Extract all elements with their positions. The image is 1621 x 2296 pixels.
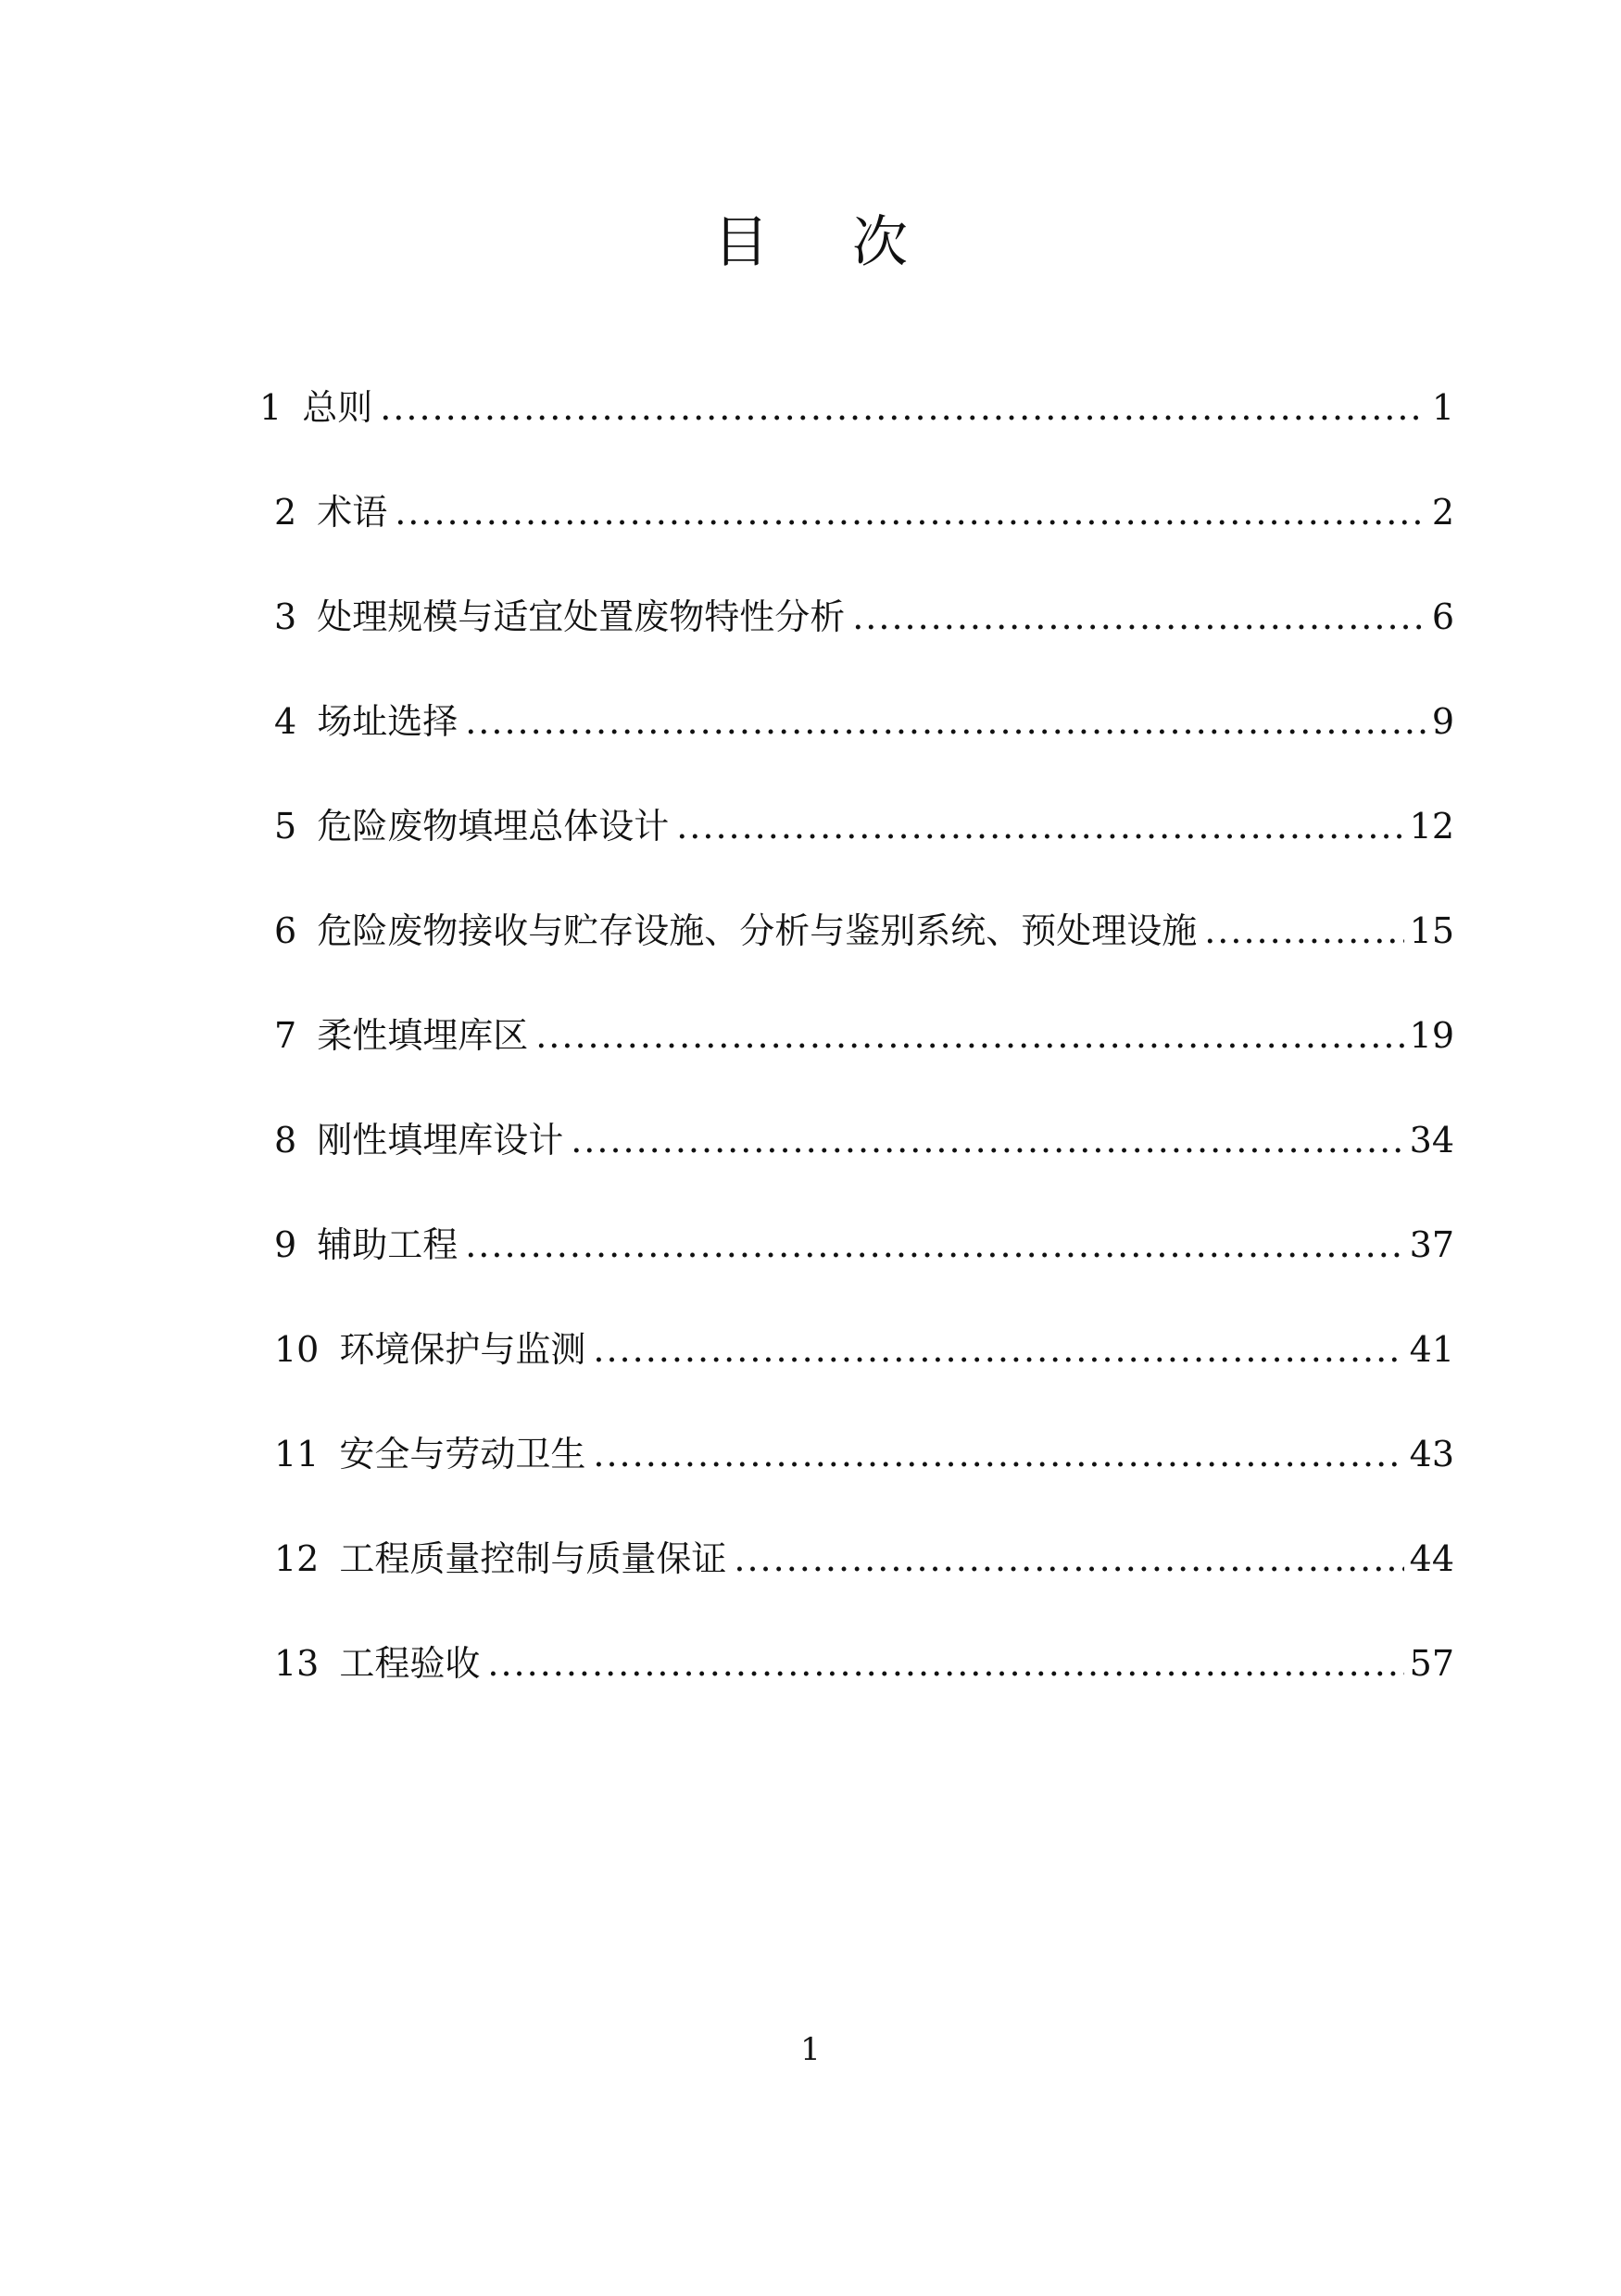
toc-label: 环境保护与监测 bbox=[339, 1329, 586, 1370]
toc-page-number: 43 bbox=[1409, 1434, 1454, 1474]
toc-entry-10[interactable] bbox=[259, 1322, 1454, 1377]
toc-number: 1 bbox=[259, 387, 283, 428]
toc-leader bbox=[571, 1112, 1403, 1168]
title-char-2: 次 bbox=[852, 210, 908, 275]
page-title bbox=[0, 206, 1621, 280]
toc-page-number: 57 bbox=[1409, 1643, 1454, 1684]
toc-page-number: 6 bbox=[1431, 596, 1454, 637]
toc-leader bbox=[852, 589, 1426, 645]
toc-number: 13 bbox=[274, 1643, 320, 1684]
footer-page-number: 1 bbox=[800, 2031, 821, 2068]
toc-leader bbox=[380, 380, 1426, 435]
toc-leader bbox=[465, 694, 1426, 749]
toc-number: 5 bbox=[274, 806, 297, 847]
toc-leader bbox=[487, 1636, 1403, 1691]
toc-entry-3[interactable] bbox=[259, 589, 1454, 645]
toc-page-number: 19 bbox=[1409, 1015, 1454, 1056]
toc-leader bbox=[593, 1426, 1403, 1482]
toc-number: 6 bbox=[274, 910, 297, 951]
toc-label: 工程验收 bbox=[339, 1643, 481, 1684]
toc-number: 11 bbox=[274, 1434, 320, 1474]
toc-number: 7 bbox=[274, 1015, 297, 1056]
toc-leader bbox=[593, 1322, 1403, 1377]
toc-label: 柔性填埋库区 bbox=[317, 1015, 529, 1056]
toc-entry-7[interactable] bbox=[259, 1008, 1454, 1063]
toc-entry-8[interactable] bbox=[259, 1112, 1454, 1168]
toc-number: 4 bbox=[274, 701, 297, 742]
toc-leader bbox=[395, 484, 1426, 540]
toc-entry-9[interactable] bbox=[259, 1217, 1454, 1273]
toc-entry-6[interactable] bbox=[259, 903, 1454, 959]
toc-number: 8 bbox=[274, 1120, 297, 1161]
toc-entry-11[interactable] bbox=[259, 1426, 1454, 1482]
toc-number: 12 bbox=[274, 1538, 320, 1579]
toc-number: 10 bbox=[274, 1329, 320, 1370]
toc-page-number: 1 bbox=[1431, 387, 1454, 428]
toc-label: 安全与劳动卫生 bbox=[339, 1434, 586, 1474]
toc-entry-5[interactable] bbox=[259, 798, 1454, 854]
toc-number: 9 bbox=[274, 1224, 297, 1265]
toc-page-number: 34 bbox=[1409, 1120, 1454, 1161]
toc-entry-1[interactable] bbox=[259, 380, 1454, 435]
toc-label: 总则 bbox=[302, 387, 373, 428]
toc-entry-4[interactable] bbox=[259, 694, 1454, 749]
toc-label: 辅助工程 bbox=[317, 1224, 459, 1265]
toc-page-number: 41 bbox=[1409, 1329, 1454, 1370]
toc-label: 刚性填埋库设计 bbox=[317, 1120, 564, 1161]
toc-number: 3 bbox=[274, 596, 297, 637]
toc-leader bbox=[465, 1217, 1403, 1273]
toc-page-number: 2 bbox=[1431, 492, 1454, 533]
toc-leader bbox=[676, 798, 1403, 854]
toc-page-number: 12 bbox=[1409, 806, 1454, 847]
toc-page-number: 44 bbox=[1409, 1538, 1454, 1579]
toc-leader bbox=[535, 1008, 1403, 1063]
toc-entry-12[interactable] bbox=[259, 1531, 1454, 1587]
toc-label: 术语 bbox=[317, 492, 388, 533]
toc-label: 危险废物填埋总体设计 bbox=[317, 806, 670, 847]
toc-label: 危险废物接收与贮存设施、分析与鉴别系统、预处理设施 bbox=[317, 910, 1198, 951]
title-char-1: 目 bbox=[713, 210, 769, 275]
toc-label: 处理规模与适宜处置废物特性分析 bbox=[317, 596, 846, 637]
toc-page-number: 37 bbox=[1409, 1224, 1454, 1265]
toc-leader bbox=[1204, 903, 1403, 959]
toc-number: 2 bbox=[274, 492, 297, 533]
toc-leader bbox=[734, 1531, 1403, 1587]
toc-entry-2[interactable] bbox=[259, 484, 1454, 540]
toc-label: 场址选择 bbox=[317, 701, 459, 742]
toc-label: 工程质量控制与质量保证 bbox=[339, 1538, 727, 1579]
toc-page-number: 9 bbox=[1431, 701, 1454, 742]
toc-entry-13[interactable] bbox=[259, 1636, 1454, 1691]
toc-page-number: 15 bbox=[1409, 910, 1454, 951]
